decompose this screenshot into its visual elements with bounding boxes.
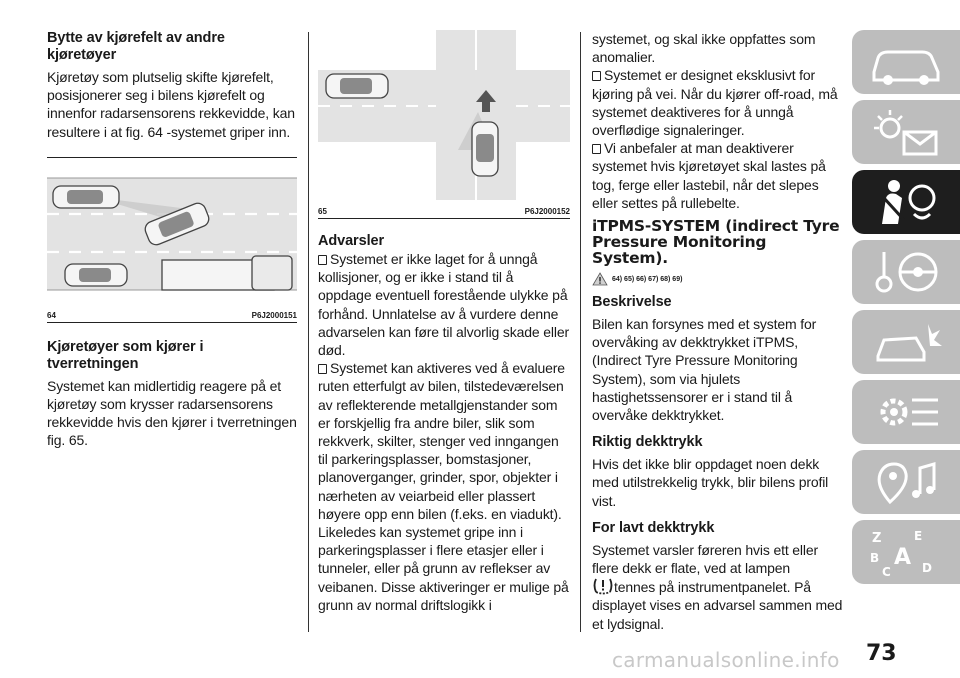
figure-number: 65 xyxy=(318,207,327,216)
paragraph-lane-change: Kjøretøy som plutselig skifte kjørefelt, posisjonerer seg i bilens kjørefelt og innenfor radarsensorens rekkevidde, kan resultere i at fig. 64 -systemet griper inn. xyxy=(47,69,295,140)
figure-65-illustration xyxy=(318,30,570,200)
figure-code: P6J2000152 xyxy=(524,207,570,216)
warning-references xyxy=(592,272,844,286)
checkbox-bullet-icon xyxy=(318,364,327,374)
heading-crossing-vehicles: Kjøretøyer som kjører i tverretningen xyxy=(47,338,204,372)
paragraph-description: Bilen kan forsynes med et system for overvåking av dekktrykket iTPMS, (Indirect Tyre Pressure Monitoring System), som via hjulets hastighetssensorer er i stand til å overvåke dekktrykket. xyxy=(592,316,817,424)
heading-low-pressure: For lavt dekktrykk xyxy=(592,519,715,536)
checkbox-bullet-icon xyxy=(592,144,601,154)
tab-maintenance[interactable] xyxy=(852,380,960,444)
figure-64-caption xyxy=(47,309,297,323)
column-1 xyxy=(47,30,297,450)
settings-gears-icon xyxy=(868,386,944,438)
checkbox-bullet-icon xyxy=(318,255,327,265)
svg-text:Z: Z xyxy=(872,531,882,546)
tab-safety[interactable] xyxy=(852,170,960,234)
warning-triangle-icon xyxy=(592,272,608,286)
paragraph-correct-pressure: Hvis det ikke blir oppdaget noen dekk med utilstrekkelig trykk, blir bilens profil vist. xyxy=(592,456,829,509)
car-own xyxy=(65,264,127,286)
heading-lane-change: Bytte av kjørefelt av andre kjøretøyer xyxy=(47,30,225,63)
figure-64 xyxy=(47,164,297,323)
heading-description: Beskrivelse xyxy=(592,294,672,311)
tab-index[interactable] xyxy=(852,520,960,584)
crossing-car xyxy=(326,74,388,98)
seatbelt-airbag-icon xyxy=(868,176,944,228)
tab-car[interactable] xyxy=(852,30,960,94)
crash-icon xyxy=(868,316,944,368)
figure-code: P6J2000151 xyxy=(251,310,297,320)
svg-text:A: A xyxy=(894,545,912,570)
column-2 xyxy=(318,30,570,614)
tab-starting-driving[interactable] xyxy=(852,240,960,304)
warning-bullet-2: Systemet kan aktiveres ved å evaluere ruten etterfulgt av bilen, tilstedeværelsen av reflekterende metallgjenstander som er forskjellig fra andre biler, slik som rekkverk, skilter, stenger ved inngangen til parkeringsplasser, bomstasjoner, planoverganger, grinder, spor, objekter i nærheten av veiarbeid eller plassert høyere opp enn bilen (f.eks. en viadukt). Likeledes kan systemet gripe inn i parkeringsplasser i flere etasjer eller i tunneler, eller på grunn av reflekser av veibanen. Disse aktiveringer er mulige på grunn av normal driftslogikk i xyxy=(318,360,569,613)
tyre-pressure-warning-icon xyxy=(592,577,614,595)
section-title-itpms: iTPMS-SYSTEM (indirect Tyre Pressure Monitoring System). xyxy=(592,217,840,268)
figure-65 xyxy=(318,30,570,219)
figure-65-caption xyxy=(318,205,570,219)
column-divider xyxy=(580,32,581,632)
chapter-tabs xyxy=(852,30,960,590)
figure-number: 64 xyxy=(47,310,56,320)
truck xyxy=(162,256,292,290)
page-number: 73 xyxy=(866,641,897,666)
tab-warning-lights[interactable] xyxy=(852,100,960,164)
car-icon xyxy=(868,36,944,88)
info-bullet-1: Systemet er designet eksklusivt for kjøring på vei. Når du kjører off-road, må systemet deaktiveres for å unngå overflødige signaleringer. xyxy=(592,67,838,139)
heading-warnings: Advarsler xyxy=(318,233,384,249)
alphabet-index-icon xyxy=(868,526,944,578)
paragraph-crossing-vehicles: Systemet kan midlertidig reagere på et kjøretøy som krysser radarsensorens rekkevidde hvis den kjører i tverretningen fig. 65. xyxy=(47,377,297,449)
car-top xyxy=(53,186,119,208)
warning-lights-icon xyxy=(868,106,944,158)
warning-bullet-1: Systemet er ikke laget for å unngå kollisjoner, og er ikke i stand til å oppdage eventuell forestående ulykke på forhånd. Unnlatelse av å vurdere denne advarselen kan føre til alvorlig skade eller død. xyxy=(318,251,569,359)
watermark: carmanualsonline.info xyxy=(612,648,840,672)
figure-64-illustration xyxy=(47,164,297,304)
navigation-music-icon xyxy=(868,456,944,508)
checkbox-bullet-icon xyxy=(592,71,601,81)
tab-multimedia[interactable] xyxy=(852,450,960,514)
svg-text:E: E xyxy=(914,529,923,543)
svg-text:D: D xyxy=(922,561,932,575)
column-divider xyxy=(308,32,309,632)
column-3 xyxy=(592,30,844,633)
paragraph-low-pressure: Systemet varsler føreren hvis ett eller flere dekk er flate, ved at lampen tennes på instrumentpanelet. På displayet vises en advarsel sammen med et lydsignal. xyxy=(592,541,843,632)
own-car xyxy=(472,122,498,176)
warning-reference-list: 64) 65) 66) 67) 68) 69) xyxy=(612,275,683,283)
svg-text:B: B xyxy=(870,551,880,565)
tab-emergency[interactable] xyxy=(852,310,960,374)
svg-text:C: C xyxy=(882,565,891,578)
key-steering-icon xyxy=(868,246,944,298)
info-bullet-2: Vi anbefaler at man deaktiverer systemet hvis kjøretøyet skal lastes på tog, ferge eller lastebil, når det slepes eller settes på rullebelte. xyxy=(592,140,826,211)
heading-correct-pressure: Riktig dekktrykk xyxy=(592,434,703,451)
paragraph-continued: systemet, og skal ikke oppfattes som anomalier. xyxy=(592,31,816,66)
